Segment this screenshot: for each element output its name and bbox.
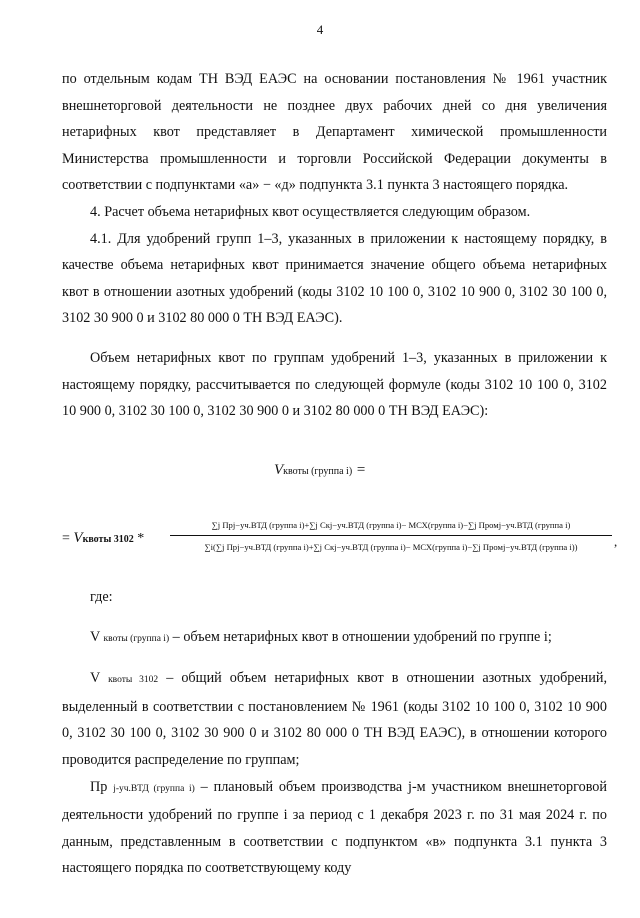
formula-title-v: V	[273, 462, 284, 478]
definition-text: – плановый объем производства j-м участником внешнеторговой деятельности удобрений по группе i за период с 1 декабря 2023 г. по 31 мая 2024 г. по данным, представленным в соответствии с подпунктом «в» подпункта 3.1 пункта 3 настоящего порядка по соответствующему коду	[62, 778, 607, 877]
definition-symbol: V	[90, 628, 100, 645]
fraction-bar	[170, 535, 612, 536]
definition-symbol: Пр	[90, 778, 108, 795]
formula-multiply: *	[137, 531, 145, 546]
formula-equals: =	[62, 531, 70, 546]
formula	[62, 516, 622, 562]
formula-title-equals: =	[355, 462, 367, 478]
where-label: где:	[90, 589, 113, 605]
formula-comma: ,	[614, 534, 618, 549]
body-text	[62, 66, 607, 425]
formula-title	[0, 462, 640, 479]
definition-subscript: квоты (группа i)	[103, 633, 170, 644]
definition-text: – объем нетарифных квот в отношении удобрений по группе i;	[169, 628, 552, 645]
paragraph-continuation: по отдельным кодам ТН ВЭД ЕАЭС на основании постановления № 1961 участник внешнеторговой деятельности не позднее двух рабочих дней со дня увеличения нетарифных квот представляет в Департамент химической промышленности Министерства промышленности и торговли Российской Федерации документы в соответствии с подпунктами «а» − «д» подпункта 3.1 пункта 3 настоящего порядка.	[62, 71, 607, 194]
paragraph-formula-intro: Объем нетарифных квот по группам удобрений 1–3, указанных в приложении к настоящему порядку, рассчитывается по следующей формуле (коды 3102 10 100 0, 3102 10 900 0, 3102 30 100 0, 3102 30 900 0 и 3102 80 000 0 ТН ВЭД ЕАЭС):	[62, 349, 607, 420]
paragraph-4-1: 4.1. Для удобрений групп 1–3, указанных в приложении к настоящему порядку, в качестве объема нетарифных квот принимается значение общего объема нетарифных квот в отношении азотных удобрений (коды 3102 10 100 0, 3102 10 900 0, 3102 30 100 0, 3102 30 900 0 и 3102 80 000 0 ТН ВЭД ЕАЭС).	[62, 230, 607, 327]
page-number: 4	[316, 22, 324, 37]
formula-numerator: ∑j Прj−уч.ВТД (группа i)+∑j Скj−уч.ВТД (группа i)− МСХ(группа i)−∑j Промj−уч.ВТД (группа i)	[211, 520, 571, 530]
formula-denominator: ∑i(∑j Прj−уч.ВТД (группа i)+∑j Скj−уч.ВТД (группа i)− МСХ(группа i)−∑j Промj−уч.ВТД (группа i))	[204, 542, 578, 552]
definition-pr	[62, 774, 607, 882]
definition-v-3102	[62, 665, 607, 773]
formula-title-subscript: квоты (группа i)	[283, 466, 353, 477]
formula-v: V	[73, 530, 83, 546]
paragraph-section-4: 4. Расчет объема нетарифных квот осуществляется следующим образом.	[90, 203, 531, 220]
definition-subscript: квоты 3102	[108, 675, 159, 686]
definitions	[62, 584, 607, 882]
formula-lhs	[62, 530, 144, 547]
definition-subscript: j-уч.ВТД (группа i)	[113, 783, 195, 794]
definition-v-group	[62, 624, 607, 653]
formula-fraction	[170, 516, 612, 556]
definition-symbol: V	[90, 670, 100, 687]
formula-v-subscript: квоты 3102	[82, 534, 134, 545]
definition-text: – общий объем нетарифных квот в отношении азотных удобрений, выделенный в соответствии с постановлением № 1961 (коды 3102 10 100 0, 3102 10 900 0, 3102 30 100 0, 3102 30 900 0 и 3102 80 000 0 ТН ВЭД ЕАЭС), в отношении которого проводится распределение по группам;	[62, 670, 607, 768]
